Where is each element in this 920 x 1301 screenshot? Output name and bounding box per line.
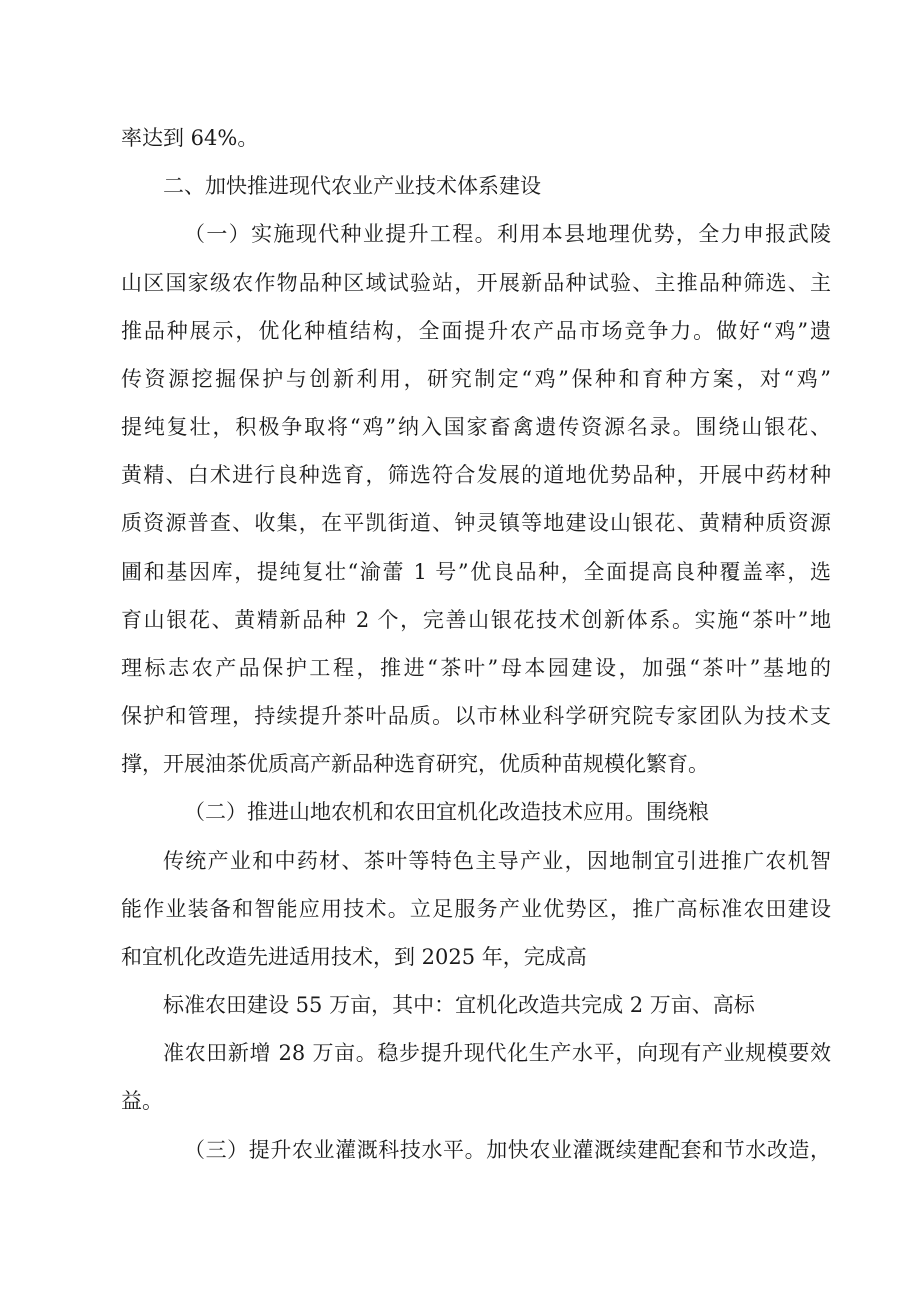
paragraph-line: 益。 [121,1089,163,1113]
paragraph-line: 理标志农产品保护工程，推进“茶叶”母本园建设，加强“茶叶”基地的 [121,656,831,680]
paragraph-line: 和宜机化改造先进适用技术，到 2025 年，完成高 [121,945,587,969]
paragraph-line: 标准农田建设 55 万亩，其中：宜机化改造共完成 2 万亩、高标 [163,993,755,1017]
paragraph-line: 黄精、白术进行良种选育，筛选符合发展的道地优势品种，开展中药材种 [121,463,831,487]
paragraph-line: 传资源挖掘保护与创新利用，研究制定“鸡”保种和育种方案，对“鸡” [121,367,831,391]
paragraph-line: 质资源普查、收集，在平凯街道、钟灵镇等地建设山银花、黄精种质资源 [121,511,831,535]
paragraph-line: 山区国家级农作物品种区域试验站，开展新品种试验、主推品种筛选、主 [121,271,831,295]
paragraph-line: 传统产业和中药材、茶叶等特色主导产业，因地制宜引进推广农机智 [163,849,831,873]
paragraph-line: 育山银花、黄精新品种 2 个，完善山银花技术创新体系。实施“茶叶”地 [121,608,831,632]
paragraph-line: （二）推进山地农机和农田宜机化改造技术应用。围绕粮 [184,800,709,824]
paragraph-line: 圃和基因库，提纯复壮“渝蕾 1 号”优良品种，全面提高良种覆盖率，选 [121,560,831,584]
paragraph-line: 保护和管理，持续提升茶叶品质。以市林业科学研究院专家团队为技术支 [121,704,831,728]
paragraph-line: 准农田新增 28 万亩。稳步提升现代化生产水平，向现有产业规模要效 [163,1041,831,1065]
paragraph-line: 提纯复壮，积极争取将“鸡”纳入国家畜禽遗传资源名录。围绕山银花、 [121,415,831,439]
section-heading: 二、加快推进现代农业产业技术体系建设 [163,174,541,198]
paragraph-line: 能作业装备和智能应用技术。立足服务产业优势区，推广高标准农田建设 [121,897,831,921]
paragraph-line: （三）提升农业灌溉科技水平。加快农业灌溉续建配套和节水改造， [184,1138,831,1162]
paragraph-line: （一）实施现代种业提升工程。利用本县地理优势，全力申报武陵 [184,222,831,246]
paragraph-line: 撑，开展油茶优质高产新品种选育研究，优质种苗规模化繁育。 [121,752,709,776]
paragraph-line: 推品种展示，优化种植结构，全面提升农产品市场竞争力。做好“鸡”遗 [121,319,831,343]
paragraph-line: 率达到 64%。 [121,126,259,150]
